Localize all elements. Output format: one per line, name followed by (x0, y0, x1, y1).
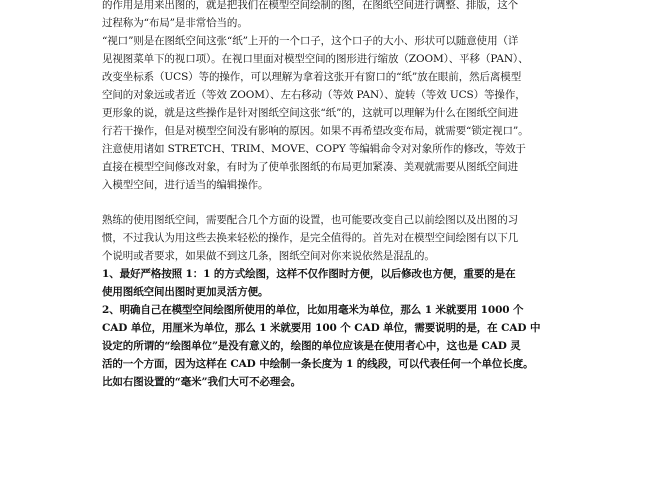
point-two (102, 301, 570, 391)
text-line: 1、最好严格按照 1：1 的方式绘图，这样不仅作图时方便，以后修改也方便，重要的是在 (102, 268, 516, 280)
text-line: 入模型空间，进行适当的编辑操作。 (102, 179, 269, 191)
text-line: 2、明确自己在模型空间绘图所使用的单位，比如用毫米为单位，那么 1 米就要用 1000 个 (102, 304, 524, 316)
text-line: 活的一个方面，因为这样在 CAD 中绘制一条长度为 1 的线段，可以代表任何一个单位长度。 (102, 358, 534, 370)
text-line: 直接在模型空间修改对象，有时为了使单张图纸的布局更加紧凑、美观就需要从图纸空间进 (102, 161, 518, 173)
paragraph-layout-viewport (102, 0, 570, 194)
text-line: 行若干操作，但是对模型空间没有影响的原因。如果不再希望改变布局，就需要“锁定视口”。 (102, 125, 529, 137)
text-line: 的作用是用来出图的，就是把我们在模型空间绘制的图，在图纸空间进行调整、排版，这个 (102, 0, 518, 11)
point-one (102, 265, 570, 301)
paragraph-paper-space-intro (102, 211, 570, 265)
text-line: 设定的所谓的“绘图单位”是没有意义的，绘图的单位应该是在使用者心中，这也是 CAD 灵 (102, 340, 521, 352)
text-line: “视口”则是在图纸空间这张“纸”上开的一个口子，这个口子的大小、形状可以随意使用（详 (102, 35, 519, 47)
text-line: 惯，不过我认为用这些去换来轻松的操作，是完全值得的。首先对在模型空间绘图有以下几 (102, 232, 518, 244)
text-line: CAD 单位，用厘米为单位，那么 1 米就要用 100 个 CAD 单位，需要说明的是，在 CAD 中 (102, 322, 541, 334)
text-line: 见视图菜单下的视口项）。在视口里面对模型空间的图形进行缩放（ZOOM）、平移（PAN）、 (102, 53, 529, 65)
text-line: 过程称为“布局”是非常恰当的。 (102, 17, 248, 29)
text-line: 使用图纸空间出图时更加灵活方便。 (102, 286, 269, 298)
text-line: 改变坐标系（UCS）等的操作，可以理解为拿着这张开有窗口的“纸”放在眼前，然后离模型 (102, 71, 522, 83)
text-line: 个说明或者要求，如果做不到这几条，图纸空间对你来说依然是混乱的。 (102, 250, 435, 262)
text-line: 更形象的说，就是这些操作是针对图纸空间这张“纸”的，这就可以理解为什么在图纸空间进 (102, 107, 519, 119)
text-line: 空间的对象远或者近（等效 ZOOM）、左右移动（等效 PAN）、旋转（等效 UCS）等操作， (102, 89, 526, 101)
text-line: 熟练的使用图纸空间，需要配合几个方面的设置，也可能要改变自己以前绘图以及出图的习 (102, 214, 518, 226)
document-page (102, 0, 570, 391)
text-line: 比如右图设置的“毫米”我们大可不必理会。 (102, 376, 302, 388)
paragraph-spacer (102, 194, 570, 211)
text-line: 注意使用诸如 STRETCH、TRIM、MOVE、COPY 等编辑命令对对象所作的修改，等效于 (102, 143, 526, 155)
